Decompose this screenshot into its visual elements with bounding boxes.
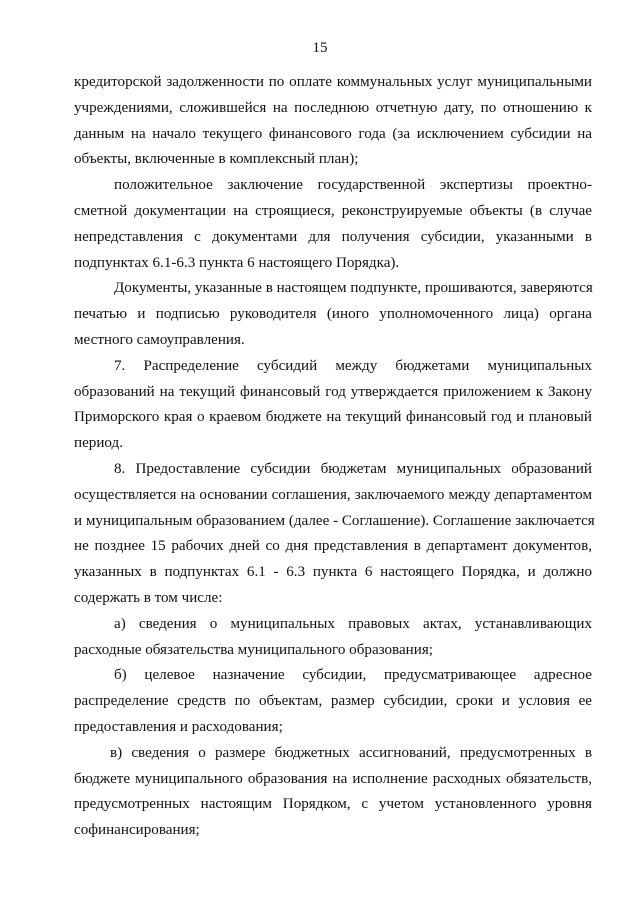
text-line: в) сведения о размере бюджетных ассигнований, предусмотренных в	[110, 744, 592, 761]
text-line: а) сведения о муниципальных правовых актах, устанавливающих	[114, 615, 592, 632]
text-line: сметной документации на строящиеся, реконструируемые объекты (в случае	[74, 202, 592, 219]
text-line: кредиторской задолженности по оплате коммунальных услуг муниципальными	[74, 74, 592, 90]
text-line: не позднее 15 рабочих дней со дня представления в департамент документов,	[74, 538, 592, 555]
text-line: Документы, указанные в настоящем подпункте, прошиваются, заверяются	[114, 280, 593, 297]
text-line: местного самоуправления.	[74, 331, 245, 348]
text-line: 8. Предоставление субсидии бюджетам муниципальных образований	[114, 460, 592, 477]
page-number: 15	[312, 40, 328, 56]
text-line: непредставления с документами для получения субсидии, указанными в	[74, 228, 592, 245]
text-line: предоставления и расходования;	[74, 718, 283, 735]
text-line: образований на текущий финансовый год утверждается приложением к Закону	[74, 383, 592, 400]
text-line: б) целевое назначение субсидии, предусматривающее адресное	[114, 667, 592, 684]
text-line: подпунктах 6.1-6.3 пункта 6 настоящего Порядка).	[74, 254, 400, 271]
text-line: 7. Распределение субсидий между бюджетами муниципальных	[114, 357, 592, 374]
text-line: положительное заключение государственной экспертизы проектно-	[114, 177, 592, 194]
text-line: указанных в подпунктах 6.1 - 6.3 пункта 6 настоящего Порядка, и должно	[74, 564, 592, 581]
text-line: печатью и подписью руководителя (иного уполномоченного лица) органа	[74, 306, 592, 323]
text-line: данным на начало текущего финансового года (за исключением субсидии на	[74, 125, 592, 142]
text-line: период.	[74, 435, 123, 452]
text-line: Приморского края о краевом бюджете на текущий финансовый год и плановый	[74, 409, 592, 426]
text-line: бюджете муниципального образования на исполнение расходных обязательств,	[74, 770, 592, 787]
document-body	[74, 70, 595, 844]
text-line: содержать в том числе:	[74, 589, 223, 606]
text-line: софинансирования;	[74, 822, 200, 839]
text-line: и муниципальным образованием (далее - Соглашение). Соглашение заключается	[74, 512, 595, 529]
text-line: расходные обязательства муниципального образования;	[74, 641, 433, 658]
text-line: объекты, включенные в комплексный план);	[74, 151, 359, 168]
text-line: осуществляется на основании соглашения, заключаемого между департаментом	[74, 486, 592, 503]
text-line: предусмотренных настоящим Порядком, с учетом установленного уровня	[74, 796, 592, 813]
text-line: распределение средств по объектам, размер субсидии, сроки и условия ее	[74, 693, 592, 710]
text-line: учреждениями, сложившейся на последнюю отчетную дату, по отношению к	[74, 99, 592, 116]
